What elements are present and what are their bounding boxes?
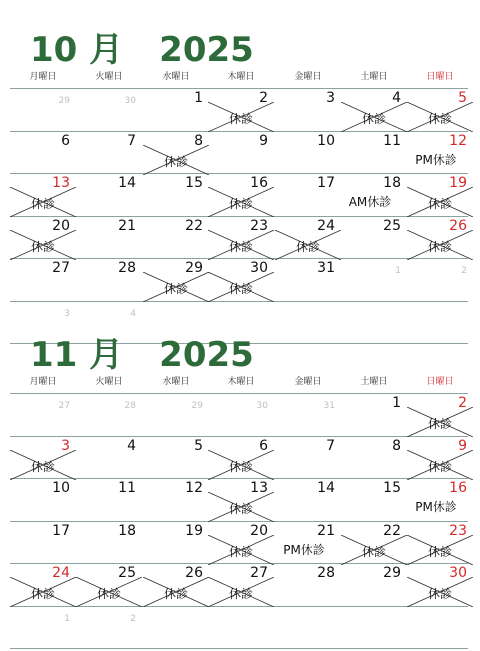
day-cell[interactable]: [208, 480, 274, 522]
day-number: 16: [449, 480, 467, 496]
day-cell[interactable]: [341, 438, 407, 480]
month-title: [30, 335, 254, 375]
day-number: 2: [461, 266, 467, 276]
day-note: 休診: [228, 502, 253, 516]
day-note: 休診: [30, 459, 55, 474]
day-number: 24: [52, 565, 70, 581]
day-note: 休診: [228, 459, 253, 474]
day-number: 30: [449, 565, 467, 581]
day-number: 4: [127, 437, 136, 454]
day-number: 15: [383, 480, 401, 496]
day-number: 10: [52, 480, 70, 496]
day-number: 11: [118, 480, 136, 496]
day-note: 休診: [163, 587, 188, 601]
weekday-header: 日曜日: [426, 72, 454, 82]
day-number: 27: [52, 260, 70, 276]
day-number: 31: [323, 401, 335, 411]
day-cell[interactable]: [341, 523, 407, 565]
day-cell[interactable]: [10, 395, 76, 437]
day-number: 17: [317, 175, 335, 191]
day-number: 23: [250, 217, 268, 234]
day-cell[interactable]: [407, 565, 473, 607]
day-number: 6: [259, 437, 268, 454]
day-cell[interactable]: [341, 608, 407, 650]
day-number: 20: [250, 522, 268, 539]
day-cell[interactable]: [208, 523, 274, 565]
day-cell[interactable]: [143, 133, 209, 175]
day-cell[interactable]: [208, 218, 274, 260]
day-cell[interactable]: [10, 90, 76, 132]
day-cell[interactable]: [407, 608, 473, 650]
day-number: 28: [124, 401, 136, 411]
day-number: 25: [383, 217, 401, 234]
day-note: PM休診: [415, 500, 457, 514]
day-note: 休診: [96, 587, 121, 601]
month-label: 11 月: [30, 335, 124, 375]
day-cell[interactable]: [10, 260, 76, 302]
day-note: 休診: [427, 239, 452, 254]
day-cell[interactable]: [341, 218, 407, 260]
day-note: 休診: [228, 112, 253, 126]
day-cell[interactable]: [275, 608, 341, 650]
day-number: 21: [317, 522, 335, 539]
day-cell[interactable]: [341, 395, 407, 437]
day-number: 15: [185, 175, 203, 191]
day-note: 休診: [163, 154, 188, 169]
day-note: 休診: [427, 417, 452, 431]
day-note: 休診: [228, 239, 253, 254]
day-note: 休診: [427, 587, 452, 601]
day-number: 2: [130, 613, 136, 624]
day-cell[interactable]: [76, 218, 142, 260]
weekday-header: 火曜日: [95, 72, 123, 82]
day-number: 27: [250, 565, 268, 581]
day-cell[interactable]: [341, 90, 407, 132]
weekday-header: 金曜日: [294, 72, 322, 82]
day-number: 26: [449, 217, 467, 234]
day-note: 休診: [30, 239, 55, 254]
day-number: 1: [64, 613, 70, 624]
day-number: 30: [124, 96, 136, 106]
day-number: 4: [392, 90, 401, 106]
day-cell[interactable]: [143, 395, 209, 437]
day-number: 14: [317, 480, 335, 496]
week-row: [0, 175, 480, 218]
day-cell[interactable]: [208, 175, 274, 217]
week-row: [0, 523, 480, 566]
day-number: 27: [58, 401, 70, 411]
day-number: 14: [118, 175, 136, 191]
day-number: 26: [185, 565, 203, 581]
day-number: 7: [326, 437, 335, 454]
week-row: [0, 608, 480, 651]
day-cell[interactable]: [275, 303, 341, 345]
day-cell[interactable]: [76, 133, 142, 175]
day-note: PM休診: [283, 542, 325, 557]
day-number: 22: [383, 522, 401, 539]
weekday-header: 土曜日: [360, 377, 388, 387]
day-cell[interactable]: [275, 260, 341, 302]
day-cell[interactable]: [275, 175, 341, 217]
day-cell[interactable]: [143, 480, 209, 522]
day-cell[interactable]: [407, 523, 473, 565]
day-cell[interactable]: [407, 90, 473, 132]
day-cell[interactable]: [76, 438, 142, 480]
day-number: 19: [449, 175, 467, 191]
day-number: 9: [458, 437, 467, 454]
weekday-header: 水曜日: [162, 377, 190, 387]
day-number: 5: [194, 437, 203, 454]
day-cell[interactable]: [341, 175, 407, 217]
day-cell[interactable]: [341, 565, 407, 607]
day-cell[interactable]: [407, 175, 473, 217]
day-cell[interactable]: [10, 523, 76, 565]
day-cell[interactable]: [208, 395, 274, 437]
day-cell[interactable]: [10, 218, 76, 260]
month-label: 10 月: [30, 30, 124, 70]
day-number: 29: [191, 401, 203, 411]
day-number: 12: [185, 480, 203, 496]
day-number: 30: [250, 260, 268, 276]
day-cell[interactable]: [143, 565, 209, 607]
day-note: 休診: [427, 112, 452, 126]
day-note: 休診: [361, 544, 386, 559]
day-cell[interactable]: [143, 438, 209, 480]
day-note: PM休診: [415, 152, 457, 167]
day-number: 13: [250, 480, 268, 496]
week-row: [0, 218, 480, 261]
day-number: 29: [185, 260, 203, 276]
day-cell[interactable]: [143, 260, 209, 302]
day-cell[interactable]: [10, 175, 76, 217]
day-cell[interactable]: [143, 90, 209, 132]
day-number: 18: [118, 522, 136, 539]
weekday-header: 金曜日: [294, 377, 322, 387]
day-number: 1: [392, 395, 401, 411]
day-cell[interactable]: [143, 218, 209, 260]
day-note: 休診: [30, 197, 55, 211]
day-cell[interactable]: [208, 90, 274, 132]
day-cell[interactable]: [76, 260, 142, 302]
day-number: 28: [118, 260, 136, 276]
day-number: 23: [449, 522, 467, 539]
weekday-header: 水曜日: [162, 72, 190, 82]
day-cell[interactable]: [275, 395, 341, 437]
day-number: 28: [317, 565, 335, 581]
row-divider: [10, 393, 468, 394]
day-number: 8: [392, 437, 401, 454]
day-cell[interactable]: [407, 438, 473, 480]
day-cell[interactable]: [208, 260, 274, 302]
day-cell[interactable]: [407, 303, 473, 345]
day-cell[interactable]: [407, 133, 473, 175]
day-number: 1: [194, 90, 203, 106]
day-cell[interactable]: [275, 133, 341, 175]
day-number: 16: [250, 175, 268, 191]
day-cell[interactable]: [10, 480, 76, 522]
day-cell[interactable]: [275, 90, 341, 132]
week-row: [0, 260, 480, 303]
row-divider: [10, 88, 468, 89]
year-label: 2025: [159, 335, 254, 375]
day-cell[interactable]: [76, 480, 142, 522]
day-cell[interactable]: [275, 438, 341, 480]
day-number: 21: [118, 217, 136, 234]
day-cell[interactable]: [143, 523, 209, 565]
month-title: [30, 30, 254, 70]
day-note: 休診: [427, 459, 452, 474]
day-number: 4: [130, 308, 136, 319]
weekday-header: 日曜日: [426, 377, 454, 387]
day-number: 10: [317, 132, 335, 149]
day-number: 6: [61, 132, 70, 149]
day-cell[interactable]: [143, 608, 209, 650]
day-number: 20: [52, 217, 70, 234]
day-note: 休診: [228, 587, 253, 601]
week-row: [0, 480, 480, 523]
day-cell[interactable]: [76, 523, 142, 565]
day-note: 休診: [228, 544, 253, 559]
day-cell[interactable]: [341, 260, 407, 302]
day-cell[interactable]: [10, 133, 76, 175]
day-cell[interactable]: [341, 303, 407, 345]
day-cell[interactable]: [407, 480, 473, 522]
day-number: 24: [317, 217, 335, 234]
day-number: 3: [326, 90, 335, 106]
day-note: 休診: [163, 282, 188, 296]
day-number: 29: [383, 565, 401, 581]
day-cell[interactable]: [407, 395, 473, 437]
day-cell[interactable]: [76, 565, 142, 607]
day-number: 8: [194, 132, 203, 149]
day-cell[interactable]: [10, 438, 76, 480]
day-number: 30: [256, 401, 268, 411]
day-note: 休診: [228, 197, 253, 211]
day-cell[interactable]: [76, 395, 142, 437]
day-note: 休診: [30, 587, 55, 601]
week-row: [0, 90, 480, 133]
day-cell[interactable]: [76, 608, 142, 650]
day-number: 13: [52, 175, 70, 191]
day-number: 18: [383, 175, 401, 191]
weekday-header: 木曜日: [227, 377, 255, 387]
day-cell[interactable]: [275, 218, 341, 260]
day-cell[interactable]: [341, 480, 407, 522]
day-cell[interactable]: [76, 90, 142, 132]
day-cell[interactable]: [10, 608, 76, 650]
weekday-header: 木曜日: [227, 72, 255, 82]
day-number: 25: [118, 565, 136, 581]
day-note: 休診: [361, 112, 386, 126]
day-number: 11: [383, 132, 401, 149]
weekday-header: 火曜日: [95, 377, 123, 387]
day-cell[interactable]: [208, 438, 274, 480]
day-cell[interactable]: [275, 565, 341, 607]
day-note: AM休診: [348, 195, 392, 209]
day-number: 3: [61, 437, 70, 454]
day-number: 9: [259, 132, 268, 149]
day-cell[interactable]: [208, 608, 274, 650]
year-label: 2025: [159, 30, 254, 70]
day-number: 2: [458, 395, 467, 411]
day-cell[interactable]: [208, 565, 274, 607]
day-number: 22: [185, 217, 203, 234]
day-cell[interactable]: [275, 523, 341, 565]
day-cell[interactable]: [341, 133, 407, 175]
day-cell[interactable]: [407, 218, 473, 260]
week-row: [0, 133, 480, 176]
weekday-header: 土曜日: [360, 72, 388, 82]
day-number: 19: [185, 522, 203, 539]
day-number: 17: [52, 522, 70, 539]
day-note: 休診: [427, 197, 452, 211]
day-number: 1: [395, 266, 401, 276]
day-cell[interactable]: [76, 175, 142, 217]
week-row: [0, 565, 480, 608]
day-cell[interactable]: [10, 565, 76, 607]
day-cell[interactable]: [275, 480, 341, 522]
weekday-header: 月曜日: [29, 72, 57, 82]
day-note: 休診: [228, 282, 253, 296]
day-number: 3: [64, 308, 70, 319]
week-row: [0, 438, 480, 481]
day-number: 5: [458, 90, 467, 106]
weekday-header: 月曜日: [29, 377, 57, 387]
day-number: 7: [127, 132, 136, 149]
day-note: 休診: [427, 544, 452, 559]
day-number: 29: [58, 96, 70, 106]
day-number: 2: [259, 90, 268, 106]
day-cell[interactable]: [407, 260, 473, 302]
day-cell[interactable]: [143, 175, 209, 217]
day-cell[interactable]: [208, 133, 274, 175]
week-row: [0, 395, 480, 438]
day-number: 31: [317, 260, 335, 276]
day-number: 12: [449, 132, 467, 149]
day-note: 休診: [295, 239, 320, 254]
